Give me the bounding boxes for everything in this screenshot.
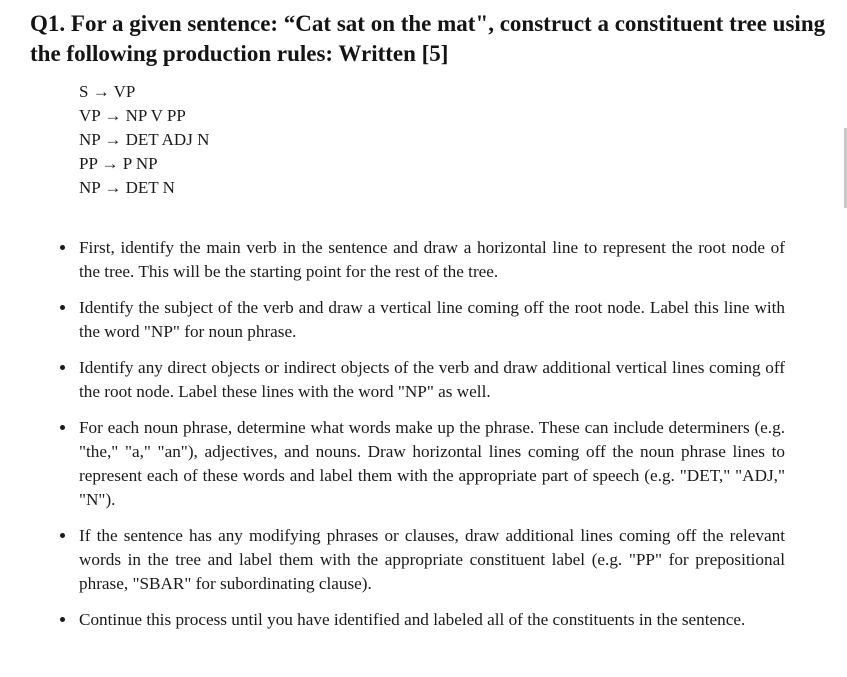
instruction-item (57, 236, 785, 284)
instruction-item (57, 416, 785, 512)
production-rule: NP → DET N (79, 178, 175, 197)
instruction-list (57, 236, 785, 644)
instruction-text: Identify any direct objects or indirect objects of the verb and draw additional vertical lines coming off the root node. Label these lines with the word "NP" as well. (79, 358, 785, 401)
question-title: Q1. For a given sentence: “Cat sat on the mat", construct a constituent tree using the following production rules: Written [5] (30, 11, 826, 66)
bullet-icon (60, 245, 65, 250)
production-rules-list (79, 80, 209, 200)
bullet-icon (60, 425, 65, 430)
bullet-icon (60, 365, 65, 370)
instruction-item (57, 296, 785, 344)
instruction-item (57, 524, 785, 596)
instruction-text: If the sentence has any modifying phrases or clauses, draw additional lines coming off the relevant words in the tree and label them with the appropriate constituent label (e.g. "PP" for prepositional phrase, "SBAR" for subordinating clause). (79, 526, 785, 593)
production-rule: PP → P NP (79, 154, 158, 173)
production-rule: VP → NP V PP (79, 106, 186, 125)
instruction-text: Identify the subject of the verb and draw a vertical line coming off the root node. Label this line with the word "NP" for noun phrase. (79, 298, 785, 341)
instruction-item (57, 356, 785, 404)
bullet-icon (60, 305, 65, 310)
instruction-text: Continue this process until you have identified and labeled all of the constituents in the sentence. (79, 610, 746, 629)
instruction-text: First, identify the main verb in the sentence and draw a horizontal line to represent the root node of the tree. This will be the starting point for the rest of the tree. (79, 238, 785, 281)
instruction-text: For each noun phrase, determine what words make up the phrase. These can include determiners (e.g. "the," "a," "an"), adjectives, and nouns. Draw horizontal lines coming off the noun phrase lines to represent each of these words and label them with the appropriate part of speech (e.g. "DET," "ADJ," "N"). (79, 418, 785, 509)
bullet-icon (60, 617, 65, 622)
bullet-icon (60, 533, 65, 538)
production-rule: NP → DET ADJ N (79, 130, 210, 149)
instruction-item (57, 608, 785, 632)
production-rule: S → VP (79, 82, 136, 101)
